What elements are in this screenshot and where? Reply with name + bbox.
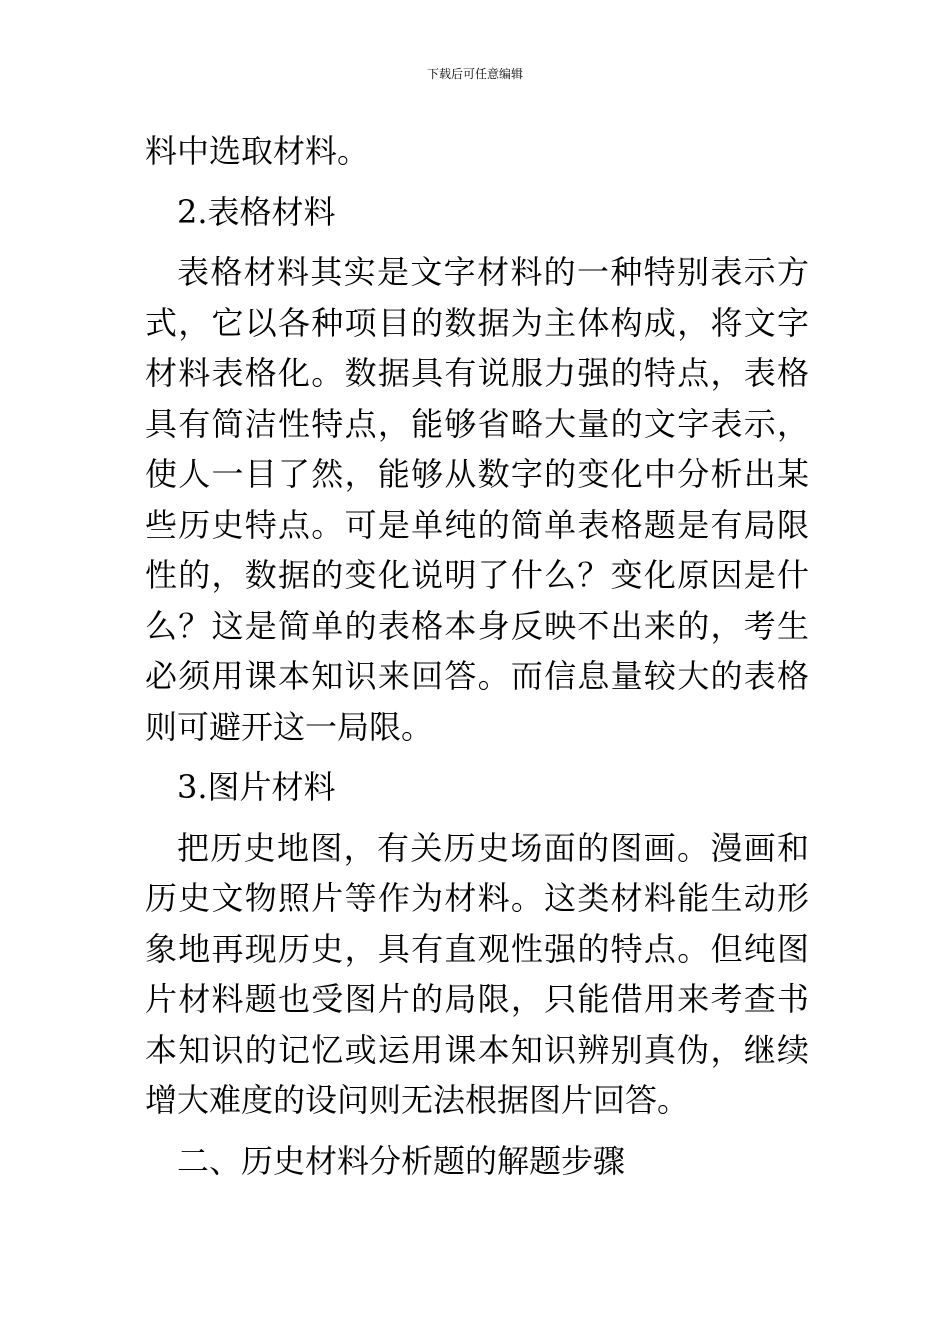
document-body (145, 126, 809, 1186)
paragraph-table-material: 表格材料其实是文字材料的一种特别表示方式，它以各种项目的数据为主体构成，将文字材料表格化。数据具有说服力强的特点，表格具有简洁性特点，能够省略大量的文字表示，使人一目了然，能够从数字的变化中分析出某些历史特点。可是单纯的简单表格题是有局限性的，数据的变化说明了什么？变化原因是什么？这是简单的表格本身反映不出来的，考生必须用课本知识来回答。而信息量较大的表格则可避开这一局限。 (145, 253, 809, 746)
paragraph-continuation: 料中选取材料。 (145, 132, 370, 170)
section-heading-image-material: 3.图片材料 (177, 768, 336, 806)
paragraph-image-material: 把历史地图，有关历史场面的图画。漫画和历史文物照片等作为材料。这类材料能生动形象地再现历史，具有直观性强的特点。但纯图片材料题也受图片的局限，只能借用来考查书本知识的记忆或运用课本知识辨别真伪，继续增大难度的设问则无法根据图片回答。 (145, 828, 809, 1119)
section-heading-table-material: 2.表格材料 (177, 192, 336, 231)
page-header: 下载后可任意编辑 (426, 67, 523, 81)
section-heading-solving-steps: 二、历史材料分析题的解题步骤 (177, 1141, 626, 1180)
